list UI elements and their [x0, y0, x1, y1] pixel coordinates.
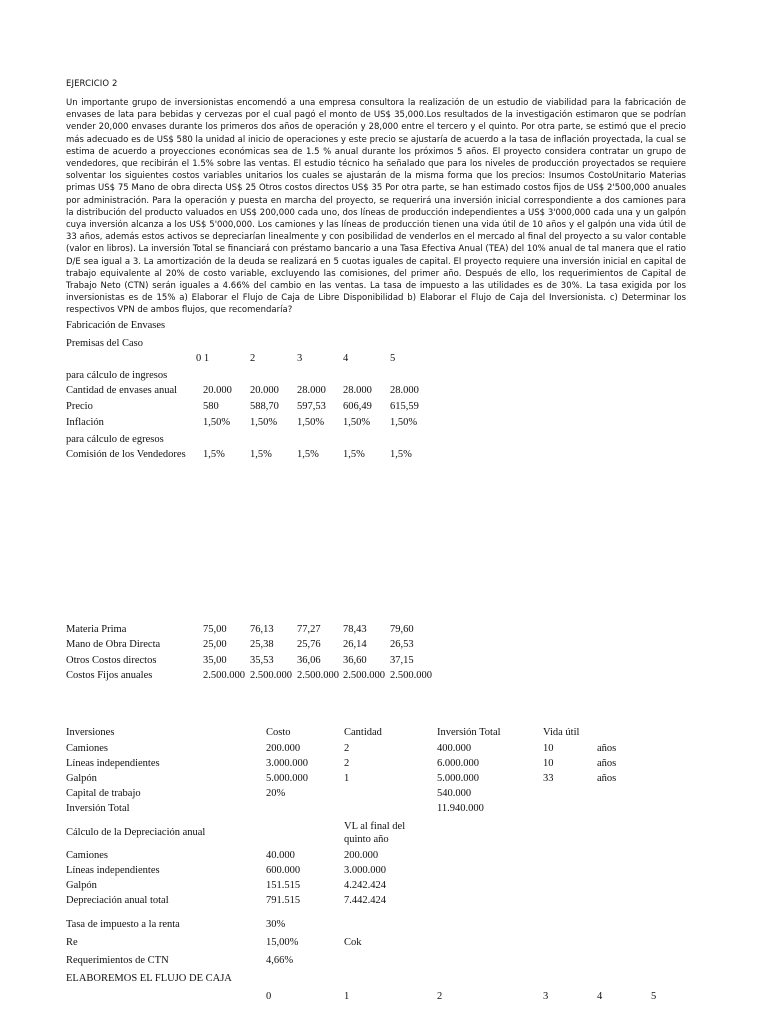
row-value: 77,27	[297, 624, 321, 635]
vl-cell: 4.242.424	[344, 880, 386, 891]
row-value: 76,13	[250, 624, 274, 635]
life-cell: 10	[543, 743, 554, 754]
row-label: Depreciación anual total	[66, 895, 169, 906]
cost-cell: 5.000.000	[266, 773, 308, 784]
row-value: 588,70	[250, 401, 279, 412]
year-label: 5	[390, 353, 396, 364]
row-value: 28.000	[390, 385, 419, 396]
row-value: 1,5%	[297, 449, 319, 460]
year-label: 2	[250, 353, 256, 364]
row-value: 28.000	[297, 385, 326, 396]
row-value: 36,06	[297, 655, 321, 666]
row-value: 26,53	[390, 639, 414, 650]
year-label: 1	[344, 991, 350, 1002]
row-value: 25,76	[297, 639, 321, 650]
total-cell: 540.000	[437, 788, 472, 799]
expense-section-label: para cálculo de egresos	[66, 434, 164, 445]
row-value: 28.000	[343, 385, 372, 396]
row-value: 580	[203, 401, 219, 412]
row-label: Materia Prima	[66, 624, 127, 635]
row-value: 36,60	[343, 655, 367, 666]
year-label: 0	[266, 991, 272, 1002]
row-value: 1,5%	[250, 449, 272, 460]
column-header: Vida útil	[543, 727, 580, 738]
re-value: 15,00%	[266, 937, 299, 948]
premises-subtitle: Premisas del Caso	[66, 338, 143, 349]
re-label: Re	[66, 937, 78, 948]
annual-cell: 600.000	[266, 865, 301, 876]
row-value: 1,5%	[203, 449, 225, 460]
row-value: 78,43	[343, 624, 367, 635]
tax-label: Tasa de impuesto a la renta	[66, 919, 180, 930]
row-value: 2.500.000	[390, 670, 432, 681]
row-value: 1,50%	[343, 417, 371, 428]
life-cell: 10	[543, 758, 554, 769]
row-label: Líneas independientes	[66, 758, 160, 769]
row-value: 1,50%	[250, 417, 278, 428]
row-label: Inversión Total	[66, 803, 130, 814]
row-value: 25,38	[250, 639, 274, 650]
column-header: Inversión Total	[437, 727, 501, 738]
column-header: Cantidad	[344, 727, 382, 738]
total-cell: 400.000	[437, 743, 472, 754]
ctn-value: 4,66%	[266, 955, 294, 966]
row-label: Camiones	[66, 743, 108, 754]
row-value: 1,5%	[390, 449, 412, 460]
row-label: Capital de trabajo	[66, 788, 141, 799]
qty-cell: 2	[344, 758, 350, 769]
row-value: 26,14	[343, 639, 367, 650]
row-value: 597,53	[297, 401, 326, 412]
vl-cell: 200.000	[344, 850, 379, 861]
row-label: Costos Fijos anuales	[66, 670, 153, 681]
year-label: 4	[597, 991, 603, 1002]
row-label: Comisión de los Vendedores	[66, 449, 186, 460]
qty-cell: 1	[344, 773, 350, 784]
cashflow-title: ELABOREMOS EL FLUJO DE CAJA	[66, 973, 232, 984]
row-value: 1,5%	[343, 449, 365, 460]
cost-cell: 200.000	[266, 743, 301, 754]
cost-cell: 20%	[266, 788, 286, 799]
vl-cell: 3.000.000	[344, 865, 386, 876]
life-unit: años	[597, 758, 617, 769]
row-value: 79,60	[390, 624, 414, 635]
row-value: 606,49	[343, 401, 372, 412]
row-value: 1,50%	[390, 417, 418, 428]
exercise-statement: Un importante grupo de inversionistas encomendó a una empresa consultora la realización de un estudio de viabilidad para la fabricación de envases de lata para bebidas y cervezas por el cual pagó el monto de US$ 35,000.Los resultados de la investigación estimaron que se podrían vender 20,000 envases durante los primeros dos años de operación y 28,000 entre el tercero y el quinto. Por otra parte, se estimó que el precio más adecuado es de US$ 580 la unidad al inicio de operaciones y este precio se ajustaría de acuerdo a la tasa de inflación proyectada, la cual se estima de acuerdo a proyecciones económicas sea de 1.5 % anual durante los próximos 5 años. El proyecto considera contratar un grupo de vendedores, que recibirán el 1.5% sobre las ventas. El estudio técnico ha señalado que para los niveles de producción proyectados se requiere solventar los siguientes costos variables unitarios los cuales se ajustarán de la misma forma que los precios: Insumos CostoUnitario Materias primas US$ 75 Mano de obra directa US$ 25 Otros costos directos US$ 35 Por otra parte, se han estimado costos fijos de US$ 2'500,000 anuales por administración. Para la operación y puesta en marcha del proyecto, se requerirá una inversión inicial correspondiente a dos camiones para la distribución del producto valuados en US$ 200,000 cada uno, dos líneas de producción independientes a US$ 3'000,000 cada una y un galpón cuya inversión alcanza a los US$ 5'000,000. Los camiones y las líneas de producción tienen una vida útil de 10 años y el galpón una vida útil de 33 años, además estos activos se depreciarían linealmente y con posibilidad de venderlos en el mercado al final del proyecto a su valor contable (valor en libros). La inversión Total se financiará con préstamo bancario a una Tasa Efectiva Anual (TEA) del 10% anual de tal manera que el ratio D/E sea igual a 3. La amortización de la deuda se realizará en 5 cuotas iguales de capital. El proyecto requiere una inversión inicial en capital de trabajo equivalente al 20% de costo variable, excluyendo las comisiones, del primer año. Después de ello, los requerimientos de Capital de Trabajo Neto (CTN) serán iguales a 4.66% del cambio en las ventas. La tasa de impuesto a las utilidades es de 30%. La tasa exigida por los inversionistas es de 15% a) Elaborar el Flujo de Caja de Libre Disponibilidad b) Elaborar el Flujo de Caja del Inversionista. c) Determinar los respectivos VPN de ambos flujos, que recomendaría?	[66, 98, 686, 316]
row-label: Cantidad de envases anual	[66, 385, 178, 396]
qty-cell: 2	[344, 743, 350, 754]
column-header: Inversiones	[66, 727, 115, 738]
row-value: 1,50%	[203, 417, 231, 428]
cost-cell: 3.000.000	[266, 758, 308, 769]
row-label: Galpón	[66, 880, 97, 891]
row-label: Inflación	[66, 417, 104, 428]
total-cell: 5.000.000	[437, 773, 479, 784]
annual-cell: 151.515	[266, 880, 301, 891]
vl-cell: 7.442.424	[344, 895, 386, 906]
row-label: Líneas independientes	[66, 865, 160, 876]
row-value: 25,00	[203, 639, 227, 650]
depreciation-title: Cálculo de la Depreciación anual	[66, 827, 206, 838]
year-label: 3	[297, 353, 303, 364]
year-label: 5	[651, 991, 657, 1002]
annual-cell: 40.000	[266, 850, 295, 861]
year-label: 4	[343, 353, 349, 364]
income-section-label: para cálculo de ingresos	[66, 370, 168, 381]
annual-cell: 791.515	[266, 895, 301, 906]
row-value: 2.500.000	[343, 670, 385, 681]
row-value: 37,15	[390, 655, 414, 666]
row-value: 75,00	[203, 624, 227, 635]
ctn-label: Requerimientos de CTN	[66, 955, 169, 966]
row-label: Camiones	[66, 850, 108, 861]
vl-header: VL al final del quinto año	[344, 821, 406, 845]
row-value: 2.500.000	[250, 670, 292, 681]
row-label: Mano de Obra Directa	[66, 639, 161, 650]
column-header: Costo	[266, 727, 291, 738]
re-note: Cok	[344, 937, 362, 948]
life-unit: años	[597, 773, 617, 784]
row-value: 2.500.000	[203, 670, 245, 681]
life-cell: 33	[543, 773, 554, 784]
exercise-heading: EJERCICIO 2	[66, 79, 118, 89]
year-label: 2	[437, 991, 443, 1002]
premises-title: Fabricación de Envases	[66, 320, 166, 331]
total-cell: 6.000.000	[437, 758, 479, 769]
row-label: Galpón	[66, 773, 97, 784]
total-cell: 11.940.000	[437, 803, 484, 814]
row-label: Otros Costos directos	[66, 655, 157, 666]
row-value: 35,53	[250, 655, 274, 666]
row-value: 35,00	[203, 655, 227, 666]
year-label: 3	[543, 991, 549, 1002]
row-value: 20.000	[250, 385, 279, 396]
life-unit: años	[597, 743, 617, 754]
row-value: 2.500.000	[297, 670, 339, 681]
row-value: 20.000	[203, 385, 232, 396]
row-value: 1,50%	[297, 417, 325, 428]
tax-value: 30%	[266, 919, 286, 930]
row-label: Precio	[66, 401, 93, 412]
row-value: 615,59	[390, 401, 419, 412]
year-label: 0 1	[196, 353, 210, 364]
